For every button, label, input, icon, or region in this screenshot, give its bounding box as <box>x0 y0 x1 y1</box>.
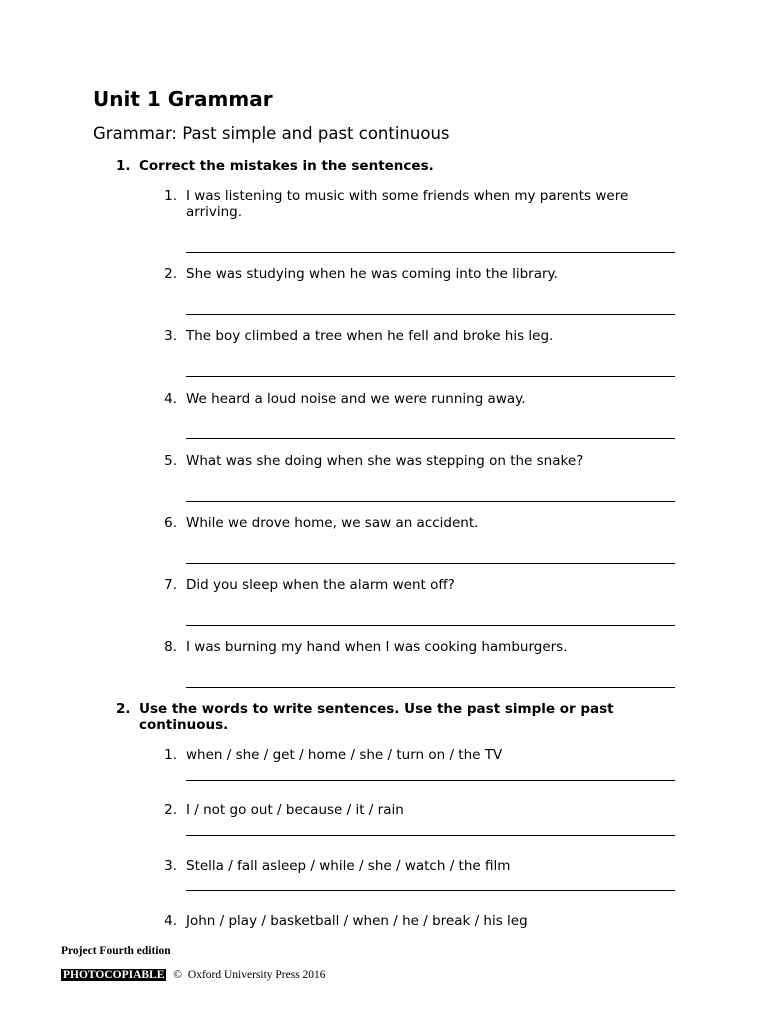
item-text: Did you sleep when the alarm went off? <box>186 577 455 593</box>
answer-line[interactable] <box>186 438 675 439</box>
answer-line[interactable] <box>186 687 675 688</box>
exercise-number: 1. <box>116 158 131 174</box>
item-text: We heard a loud noise and we were running away. <box>186 391 526 407</box>
answer-line[interactable] <box>186 314 675 315</box>
copyright-symbol: © <box>173 969 183 981</box>
item-number: 3. <box>164 328 177 344</box>
item-text: I / not go out / because / it / rain <box>186 802 404 818</box>
item-text: I was burning my hand when I was cooking hamburgers. <box>186 639 568 655</box>
item-text: John / play / basketball / when / he / break / his leg <box>186 913 528 929</box>
item-number: 4. <box>164 913 177 929</box>
item-number: 2. <box>164 266 177 282</box>
item-text: I was listening to music with some friends when my parents were arriving. <box>186 188 629 220</box>
item-text: What was she doing when she was stepping on the snake? <box>186 453 584 469</box>
item-number: 1. <box>164 747 177 763</box>
item-number: 1. <box>164 188 177 204</box>
answer-line[interactable] <box>186 625 675 626</box>
answer-line[interactable] <box>186 252 675 253</box>
footer-copyright <box>61 969 326 981</box>
page-subtitle: Grammar: Past simple and past continuous <box>93 124 450 143</box>
page-title: Unit 1 Grammar <box>93 87 273 111</box>
item-text: She was studying when he was coming into the library. <box>186 266 558 282</box>
exercise-number: 2. <box>116 701 131 717</box>
answer-line[interactable] <box>186 890 675 891</box>
item-text: when / she / get / home / she / turn on / the TV <box>186 747 503 763</box>
footer-edition: Project Fourth edition <box>61 945 171 957</box>
item-text: Stella / fall asleep / while / she / watch / the film <box>186 858 511 874</box>
item-text: The boy climbed a tree when he fell and broke his leg. <box>186 328 554 344</box>
item-number: 5. <box>164 453 177 469</box>
item-number: 6. <box>164 515 177 531</box>
item-number: 3. <box>164 858 177 874</box>
answer-line[interactable] <box>186 780 675 781</box>
answer-line[interactable] <box>186 563 675 564</box>
answer-line[interactable] <box>186 835 675 836</box>
item-number: 2. <box>164 802 177 818</box>
item-number: 4. <box>164 391 177 407</box>
item-number: 8. <box>164 639 177 655</box>
exercise-instruction: Use the words to write sentences. Use the past simple or past continuous. <box>139 701 614 733</box>
answer-line[interactable] <box>186 376 675 377</box>
answer-line[interactable] <box>186 501 675 502</box>
item-number: 7. <box>164 577 177 593</box>
exercise-instruction: Correct the mistakes in the sentences. <box>139 158 434 174</box>
publisher-text: Oxford University Press 2016 <box>187 969 326 981</box>
item-text: While we drove home, we saw an accident. <box>186 515 479 531</box>
photocopiable-badge: PHOTOCOPIABLE <box>63 969 165 981</box>
